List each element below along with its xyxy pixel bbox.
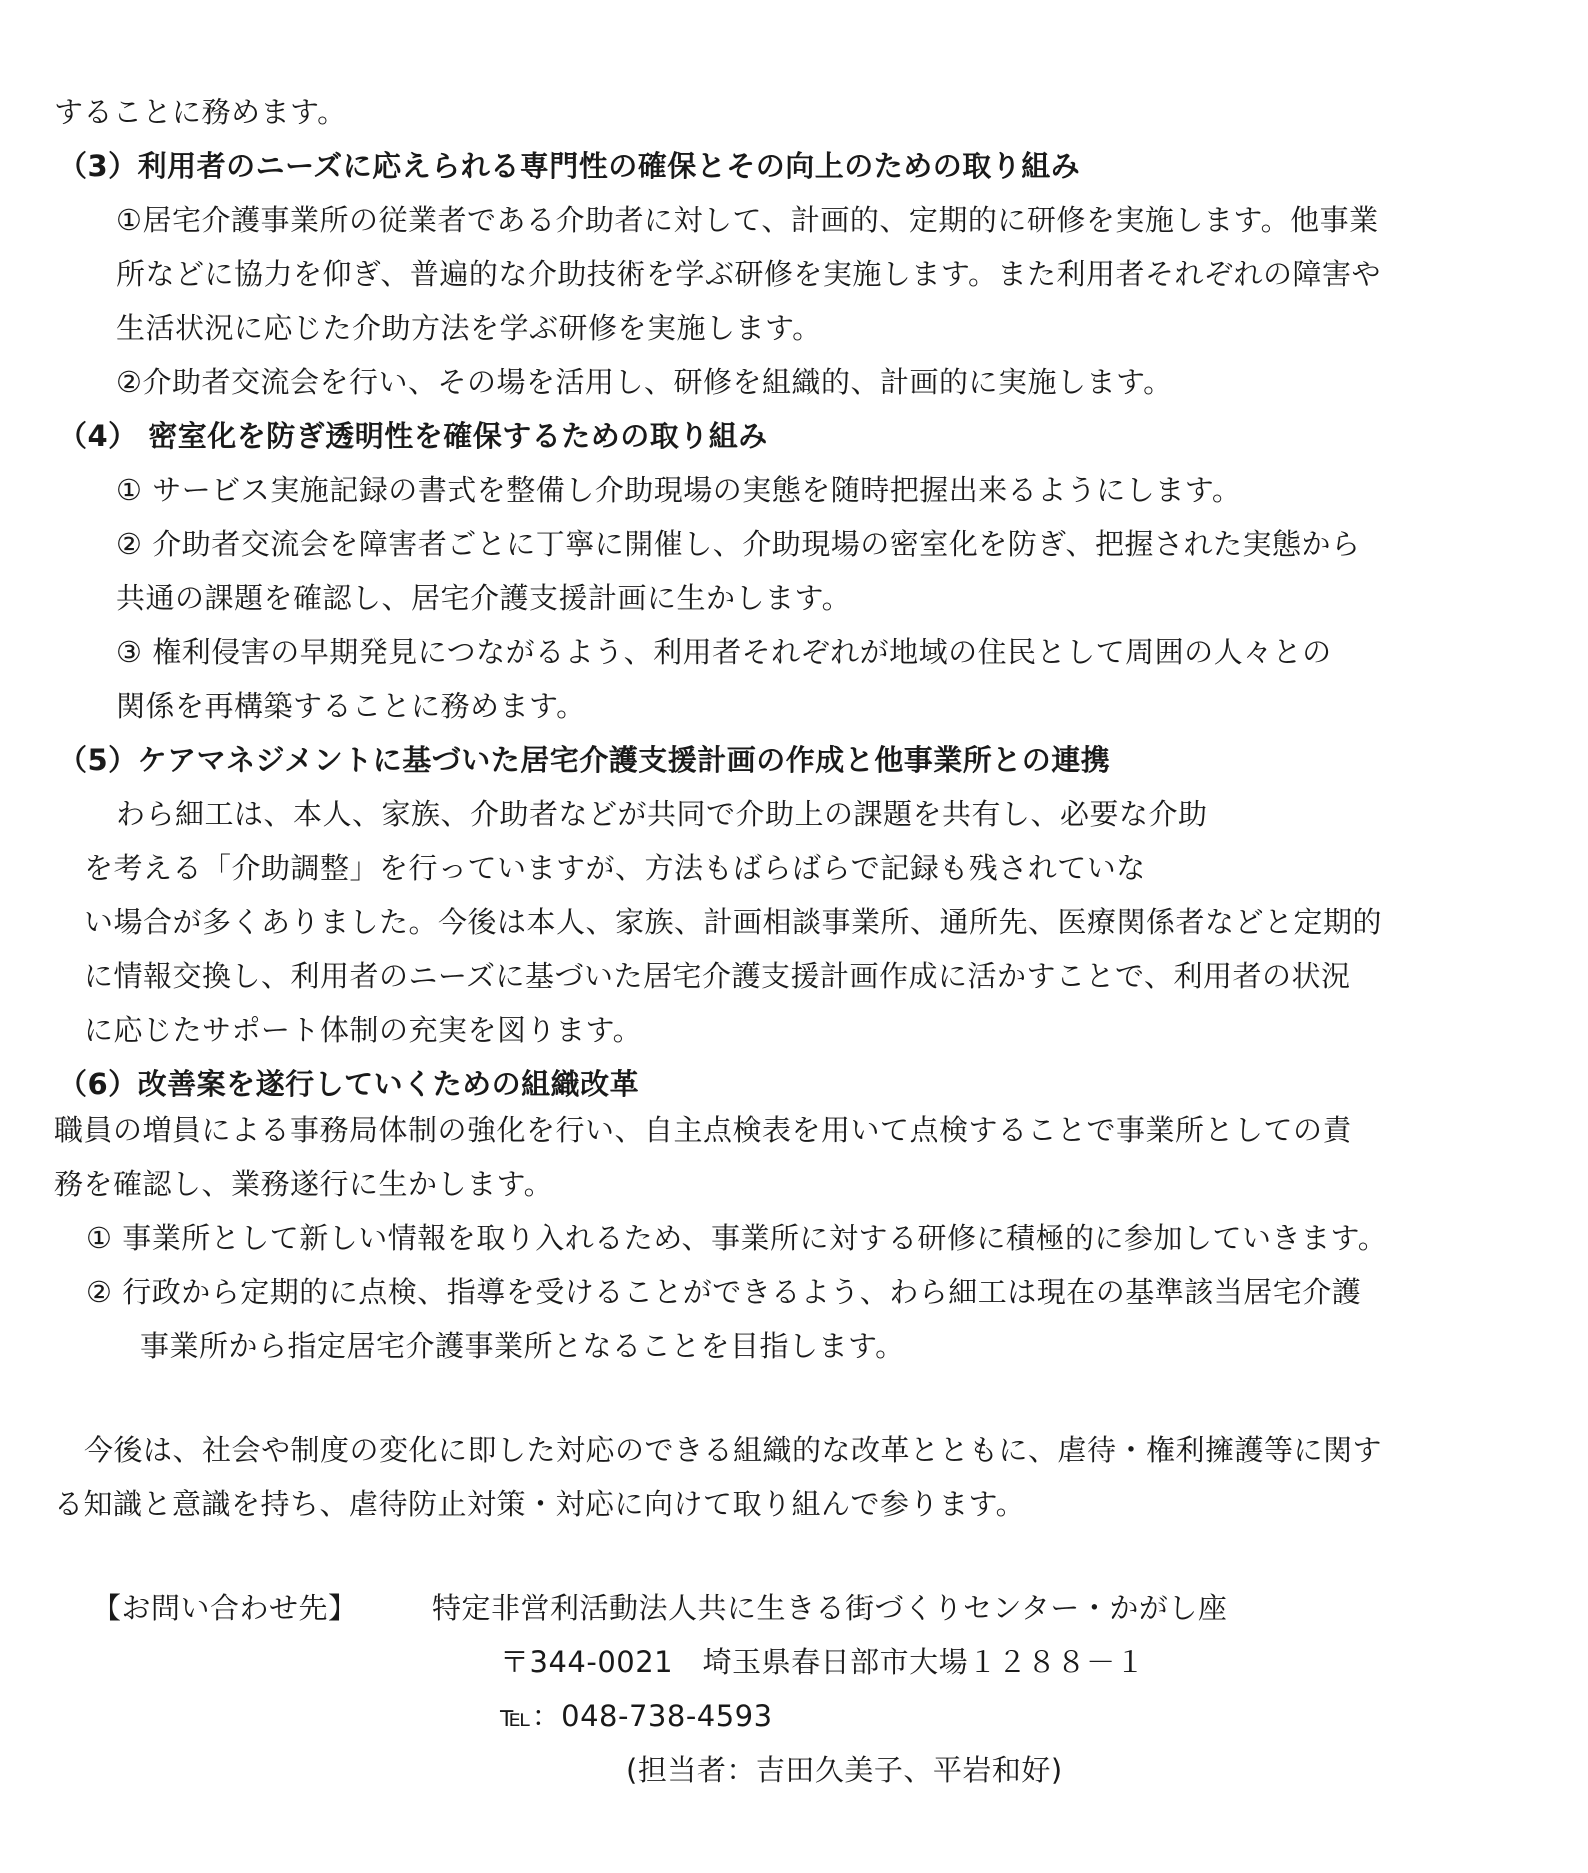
section-5-line-1: わら細工は、本人、家族、介助者などが共同で介助上の課題を共有し、必要な介助 [116,797,1208,831]
closing-line-1: 今後は、社会や制度の変化に即した対応のできる組織的な改革とともに、虐待・権利擁護等に関す [84,1433,1383,1467]
section-5-line-2: を考える「介助調整」を行っていますが、方法もばらばらで記録も残されていな [84,851,1146,885]
section-4-line-2: ② 介助者交流会を障害者ごとに丁寧に開催し、介助現場の密室化を防ぎ、把握された実態から [116,527,1361,561]
section-3-line-3: 生活状況に応じた介助方法を学ぶ研修を実施します。 [116,311,822,345]
section-6-line-3: ① 事業所として新しい情報を取り入れるため、事業所に対する研修に積極的に参加していきます。 [86,1221,1388,1255]
section-4-heading: （4） 密室化を防ぎ透明性を確保するための取り組み [58,419,768,453]
section-4-line-3: 共通の課題を確認し、居宅介護支援計画に生かします。 [116,581,852,615]
contact-organization: 特定非営利活動法人共に生きる街づくりセンター・かがし座 [432,1591,1228,1625]
section-3-line-4: ②介助者交流会を行い、その場を活用し、研修を組織的、計画的に実施します。 [116,365,1173,399]
contact-person: (担当者：吉田久美子、平岩和好) [626,1753,1063,1787]
section-6-line-4: ② 行政から定期的に点検、指導を受けることができるよう、わら細工は現在の基準該当居宅介護 [86,1275,1362,1309]
contact-address: 〒344-0021 埼玉県春日部市大場１２８８－１ [500,1645,1146,1679]
closing-line-2: る知識と意識を持ち、虐待防止対策・対応に向けて取り組んで参ります。 [54,1487,1026,1521]
continuation-text: することに務めます。 [54,95,347,129]
section-6-line-5: 事業所から指定居宅介護事業所となることを目指します。 [140,1329,905,1363]
section-3-line-1: ①居宅介護事業所の従業者である介助者に対して、計画的、定期的に研修を実施します。他事業 [116,203,1379,237]
section-6-line-2: 務を確認し、業務遂行に生かします。 [54,1167,554,1201]
section-5-line-3: い場合が多くありました。今後は本人、家族、計画相談事業所、通所先、医療関係者などと定期的 [84,905,1383,939]
section-6-line-1: 職員の増員による事務局体制の強化を行い、自主点検表を用いて点検することで事業所としての責 [54,1113,1353,1147]
section-5-line-4: に情報交換し、利用者のニーズに基づいた居宅介護支援計画作成に活かすことで、利用者の状況 [84,959,1351,993]
section-4-line-1: ① サービス実施記録の書式を整備し介助現場の実態を随時把握出来るようにします。 [116,473,1242,507]
contact-tel: ℡：048-738-4593 [500,1699,773,1733]
section-4-line-5: 関係を再構築することに務めます。 [116,689,586,723]
section-5-heading: （5）ケアマネジメントに基づいた居宅介護支援計画の作成と他事業所との連携 [58,743,1111,777]
contact-label: 【お問い合わせ先】 [92,1591,358,1625]
section-4-line-4: ③ 権利侵害の早期発見につながるよう、利用者それぞれが地域の住民として周囲の人々との [116,635,1332,669]
section-5-line-5: に応じたサポート体制の充実を図ります。 [84,1013,643,1047]
section-3-line-2: 所などに協力を仰ぎ、普遍的な介助技術を学ぶ研修を実施します。また利用者それぞれの障害や [116,257,1382,291]
section-3-heading: （3）利用者のニーズに応えられる専門性の確保とその向上のための取り組み [58,149,1081,183]
section-6-heading: （6）改善案を遂行していくための組織改革 [58,1067,640,1101]
